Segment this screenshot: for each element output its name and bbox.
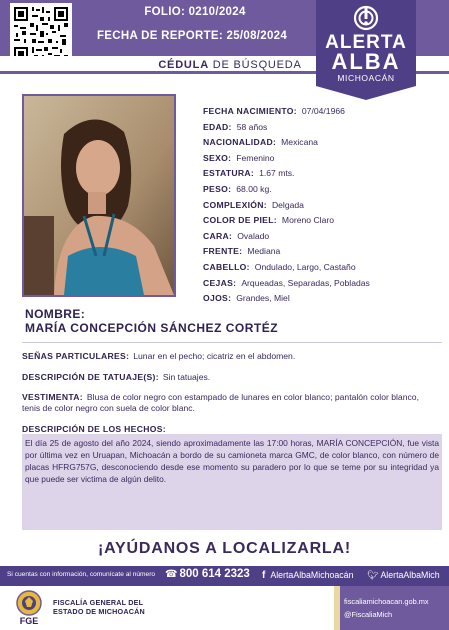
twitter-handle: AlertaAlbaMich — [380, 570, 440, 580]
detail-label: EDAD: — [203, 121, 232, 132]
detail-age — [203, 120, 443, 136]
agency-name-line1: FISCALÍA GENERAL DEL — [53, 598, 144, 607]
detail-value: 58 años — [236, 121, 268, 132]
twitter-link[interactable] — [367, 570, 440, 581]
detail-hair — [203, 260, 443, 276]
twitter-icon: 🐦︎ — [367, 570, 379, 580]
detail-label: CARA: — [203, 230, 233, 241]
detail-value: Grandes, Miel — [236, 293, 290, 304]
clothing-value-2: tenis de color negro con suela de color blanc. — [22, 403, 195, 413]
detail-eyebrows — [203, 276, 443, 292]
footer-agency — [0, 586, 334, 630]
detail-value: 1.67 mts. — [259, 168, 295, 179]
detail-value: 07/04/1966 — [301, 106, 345, 116]
detail-value: Ovalado — [237, 230, 270, 241]
detail-birth-date — [203, 104, 443, 120]
detail-height — [203, 166, 443, 182]
document-type — [150, 59, 310, 71]
brand-michoacan: MICHOACÁN — [337, 73, 395, 83]
fge-seal-logo — [12, 589, 46, 627]
contact-intro: Si cuentas con información, comunícate al número — [7, 571, 156, 578]
distinguishing-marks-value: Lunar en el pecho; cicatriz en el abdomen. — [133, 351, 296, 361]
person-details — [203, 104, 443, 307]
brand-alerta: ALERTA — [325, 32, 407, 53]
detail-label: ESTATURA: — [203, 168, 255, 179]
detail-label: CEJAS: — [203, 277, 237, 288]
document-type-bold: CÉDULA — [158, 59, 209, 71]
detail-label: FRENTE: — [203, 246, 243, 257]
clothing-description — [22, 392, 442, 403]
distinguishing-marks — [22, 351, 442, 362]
document-type-rest: DE BÚSQUEDA — [208, 59, 302, 71]
detail-value: Femenino — [236, 152, 275, 163]
detail-skin-color — [203, 213, 443, 229]
detail-value: 68.00 kg. — [236, 183, 272, 194]
detail-value: Ondulado, Largo, Castaño — [254, 261, 356, 272]
contact-bar — [0, 566, 449, 586]
qr-code-graphic — [12, 5, 70, 63]
detail-value: Mediana — [247, 246, 281, 257]
footer-stripe — [334, 586, 340, 630]
divider — [22, 342, 442, 343]
agency-name — [53, 598, 145, 616]
website-link[interactable]: fiscaliamichoacan.gob.mx — [344, 597, 429, 606]
detail-eyes — [203, 291, 443, 307]
agency-twitter-link[interactable]: @FiscaliaMich — [344, 610, 393, 619]
phone-number: 800 614 2323 — [179, 568, 250, 580]
footer-contact — [334, 586, 449, 630]
facebook-icon: f — [262, 570, 266, 581]
facebook-handle: AlertaAlbaMichoacán — [270, 570, 354, 580]
clothing-label: VESTIMENTA: — [22, 392, 83, 402]
call-to-action: ¡AYÚDANOS A LOCALIZARLA! — [98, 540, 351, 557]
folio-number: FOLIO: 0210/2024 — [144, 6, 246, 18]
tattoo-value: Sin tatuajes. — [162, 372, 211, 382]
person-name: MARÍA CONCEPCIÓN SÁNCHEZ CORTÉZ — [25, 321, 279, 335]
brand-alba: ALBA — [331, 49, 401, 74]
agency-name-line2: ESTADO DE MICHOACÁN — [53, 607, 145, 616]
detail-value: Delgada — [271, 199, 304, 210]
events-label: DESCRIPCIÓN DE LOS HECHOS: — [22, 424, 166, 434]
detail-label: OJOS: — [203, 293, 232, 304]
detail-value: Arqueadas, Separadas, Pobladas — [241, 277, 370, 288]
seal-text: FGE — [19, 616, 39, 626]
events-description: El día 25 de agosto del año 2024, siendo aproximadamente las 17:00 horas, MARÍA CONCEPCIÓN, fue vista por última vez en Uruapan, Michoacán a bordo de su camioneta marca GMC, de color blanco, con número de placas HFRG757G, desconociendo desde ese momento su paradero por lo que se teme por su integridad ya que puede ser victima de algún delito. — [22, 434, 442, 530]
phone-link[interactable] — [165, 568, 250, 580]
person-photo — [22, 94, 176, 297]
clothing-description-line2 — [22, 403, 442, 414]
clothing-value: Blusa de color negro con estampado de lunares en color blanco; pantalón color blanco, — [86, 392, 419, 402]
detail-label: PESO: — [203, 183, 232, 194]
alert-signal-icon — [349, 4, 383, 34]
phone-icon: ☎ — [165, 569, 178, 580]
detail-forehead — [203, 244, 443, 260]
detail-value: Mexicana — [281, 137, 318, 148]
detail-label: COMPLEXIÓN: — [203, 199, 267, 210]
detail-label: FECHA NACIMIENTO: — [203, 106, 297, 116]
facebook-link[interactable] — [262, 570, 353, 581]
tattoo-label: DESCRIPCIÓN DE TATUAJE(S): — [22, 372, 159, 382]
detail-sex — [203, 151, 443, 167]
distinguishing-marks-label: SEÑAS PARTICULARES: — [22, 351, 130, 361]
detail-weight — [203, 182, 443, 198]
detail-label: COLOR DE PIEL: — [203, 215, 277, 226]
detail-label: SEXO: — [203, 152, 232, 163]
tattoo-description — [22, 372, 442, 383]
report-date: FECHA DE REPORTE: 25/08/2024 — [96, 30, 288, 42]
detail-build — [203, 198, 443, 214]
detail-label: CABELLO: — [203, 261, 250, 272]
person-photo-graphic — [24, 96, 174, 295]
name-label: NOMBRE: — [25, 307, 86, 321]
detail-label: NACIONALIDAD: — [203, 137, 277, 148]
detail-nationality — [203, 135, 443, 151]
detail-value: Moreno Claro — [281, 215, 334, 226]
detail-face — [203, 229, 443, 245]
